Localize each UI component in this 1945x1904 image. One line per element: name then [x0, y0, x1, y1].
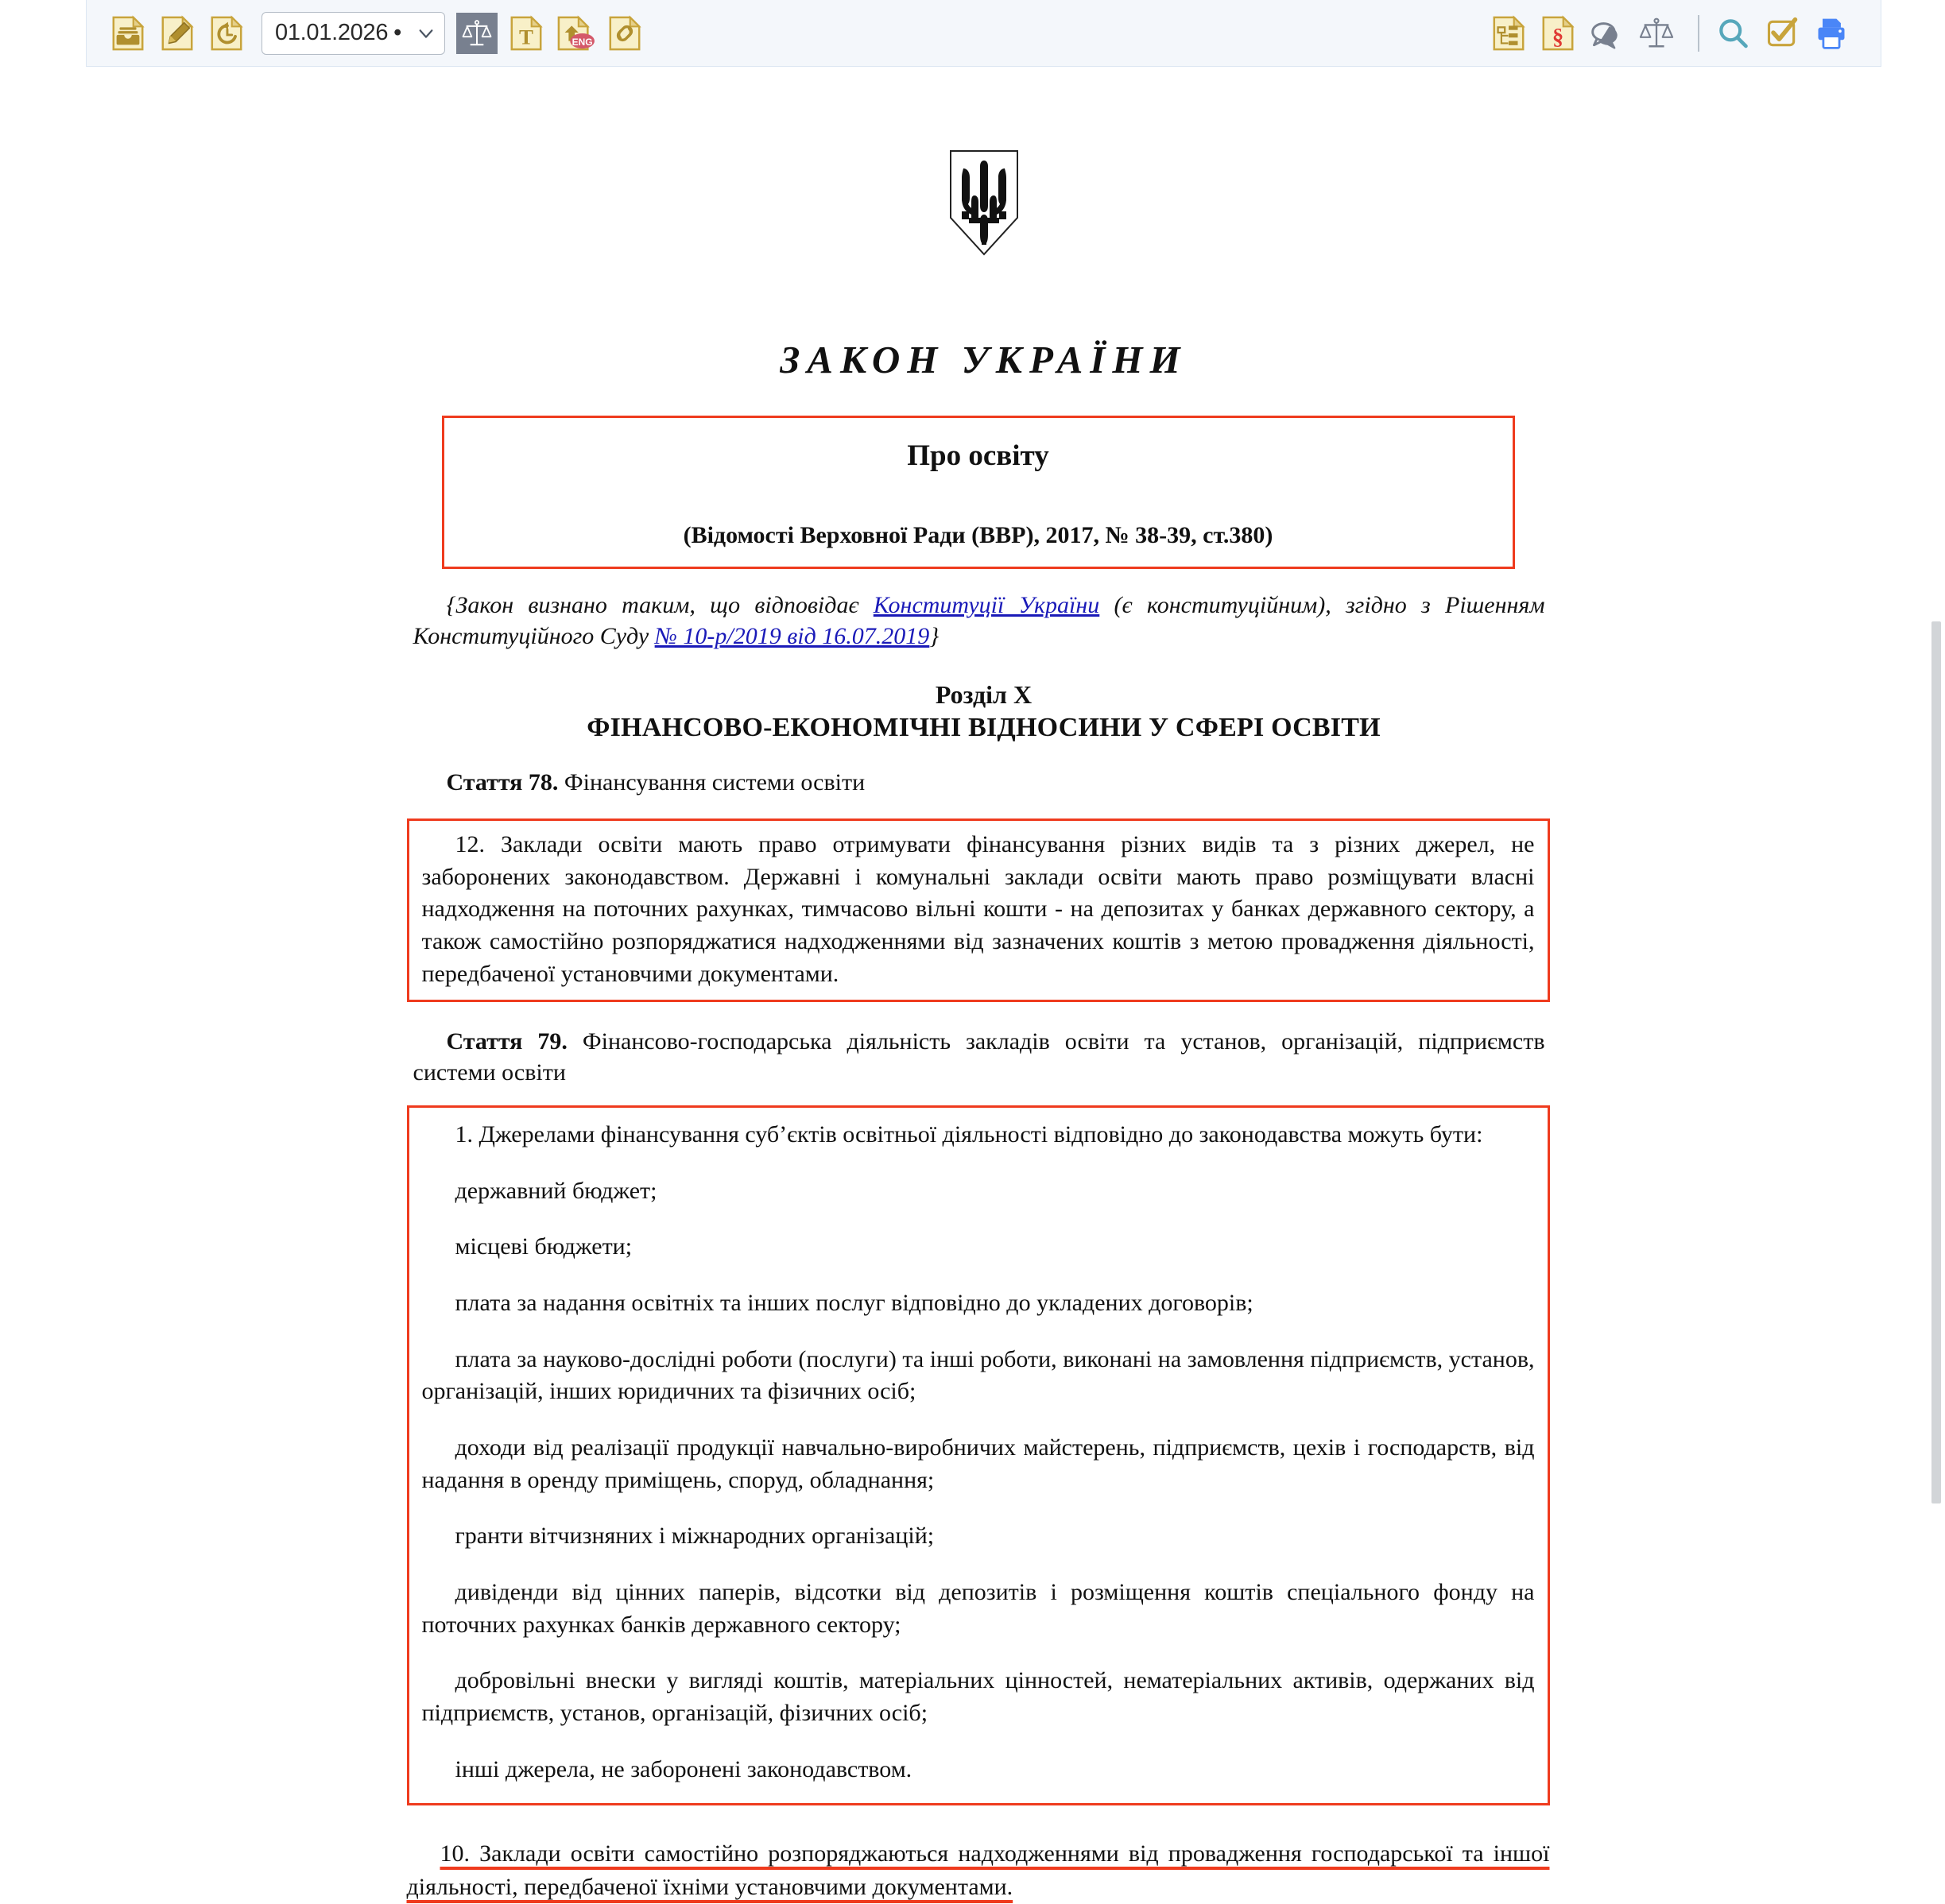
document-reference: (Відомості Верховної Ради (ВВР), 2017, № 38-39, ст.380)	[683, 522, 1273, 548]
print-icon[interactable]	[1811, 13, 1852, 54]
link-constitution-of-ukraine[interactable]: Конституції України	[873, 592, 1100, 618]
link-constitutional-court-decision[interactable]: № 10-р/2019 від 16.07.2019	[654, 623, 930, 649]
revision-date-select[interactable]	[262, 12, 445, 55]
translation-eng-icon[interactable]	[555, 13, 596, 54]
related-links-icon[interactable]	[604, 13, 645, 54]
note-part-1: {Закон визнано таким, що відповідає	[446, 592, 874, 618]
search-icon[interactable]	[1712, 13, 1753, 54]
article-79-label: Стаття 79.	[446, 1028, 568, 1055]
document-page	[396, 67, 1572, 1904]
article-79-heading	[413, 1026, 1545, 1088]
text-document-icon[interactable]	[506, 13, 547, 54]
note-part-2: (є конституційним), згідно з Рішенням Конституційного Суду	[413, 592, 1545, 649]
list-item: місцеві бюджети;	[455, 1233, 633, 1260]
document-viewer	[86, 67, 1881, 1901]
paragraph-10-underlined: 10. Заклади освіти самостійно розпоряджаються надходженнями від провадження господарської та іншої діяльності, передбаченої їхніми установчими документами.	[406, 1840, 1550, 1901]
list-item: гранти вітчизняних і міжнародних організацій;	[455, 1523, 935, 1550]
revision-date-marker: •	[393, 20, 402, 45]
revision-history-icon[interactable]	[206, 13, 247, 54]
toolbar-right-group	[1488, 13, 1860, 54]
section-number: Розділ X	[935, 680, 1033, 709]
scales-judicial-practice-icon[interactable]	[456, 13, 498, 54]
paragraph-section-icon[interactable]	[1537, 13, 1579, 54]
scales-icon[interactable]	[1636, 13, 1677, 54]
eng-badge-label: ENG	[571, 36, 593, 48]
svg-text:T: T	[519, 24, 534, 48]
section-title: ФІНАНСОВО-ЕКОНОМІЧНІ ВІДНОСИНИ У СФЕРІ ОСВІТИ	[587, 713, 1381, 742]
document-title-highlight-box	[442, 416, 1515, 569]
article-79-title: Фінансово-господарська діяльність закладів освіти та установ, організацій, підприємств системи освіти	[413, 1028, 1545, 1086]
document-structure-icon[interactable]	[1488, 13, 1529, 54]
note-part-3: }	[929, 623, 940, 649]
list-item: доходи від реалізації продукції навчально-виробничих майстерень, підприємств, цехів і господарств, від надання в оренду приміщень, споруд, обладнання;	[421, 1434, 1535, 1493]
list-item: дивіденди від цінних паперів, відсотки від депозитів і розміщення коштів спеціального фонду на поточних рахунках банків державного сектору;	[421, 1578, 1535, 1638]
article-78-title: Фінансування системи освіти	[558, 769, 866, 795]
paragraph-12-highlight-box	[407, 818, 1550, 1002]
list-item: державний бюджет;	[455, 1177, 657, 1204]
article-78-heading	[413, 767, 1545, 798]
checkmark-box-icon[interactable]	[1761, 13, 1803, 54]
document-name: Про освіту	[907, 439, 1049, 472]
toolbar-left-group	[107, 12, 653, 55]
paragraph-12-text: 12. Заклади освіти мають право отримувати фінансування різних видів та з різних джерел, не заборонених законодавством. Державні і комунальні заклади освіти мають право розміщувати власні надходження на поточних рахунках, тимчасово вільні кошти - на депозитах у банках державного сектору, а також самостійно розпоряджатися надходженнями від зазначених коштів з метою провадження діяльності, передбаченої установчими документами.	[421, 831, 1535, 987]
toolbar-separator	[1698, 15, 1699, 52]
comments-icon[interactable]	[1587, 13, 1628, 54]
list-item: плата за науково-дослідні роботи (послуги) та інші роботи, виконані на замовлення підприємств, установ, організацій, інших юридичних та фізичних осіб;	[421, 1345, 1535, 1405]
scrollbar-thumb[interactable]	[1931, 621, 1941, 1503]
funding-sources-highlight-box	[407, 1105, 1550, 1805]
list-item: плата за надання освітніх та інших послуг відповідно до укладених договорів;	[455, 1290, 1253, 1317]
card-document-icon[interactable]	[107, 13, 149, 54]
article-78-label: Стаття 78.	[446, 769, 559, 795]
edit-document-icon[interactable]	[157, 13, 198, 54]
list-item: 1. Джерелами фінансування суб’єктів освітньої діяльності відповідно до законодавства можуть бути:	[455, 1121, 1483, 1148]
svg-text:§: §	[1552, 23, 1564, 49]
main-toolbar	[86, 0, 1881, 67]
list-item: інші джерела, не заборонені законодавством.	[455, 1755, 912, 1782]
paragraph-10-text	[407, 1837, 1550, 1904]
chevron-down-icon	[417, 25, 435, 42]
list-item: добровільні внески у вигляді коштів, матеріальних цінностей, нематеріальних активів, одержаних від підприємств, установ, організацій, фізичних осіб;	[421, 1667, 1535, 1726]
vertical-scrollbar[interactable]	[1924, 0, 1945, 1723]
revision-date-value: 01.01.2026	[275, 20, 389, 45]
page-title: ЗАКОН УКРАЇНИ	[780, 338, 1188, 381]
ukraine-trident-coat-of-arms	[396, 149, 1572, 261]
constitutionality-note	[413, 590, 1545, 652]
